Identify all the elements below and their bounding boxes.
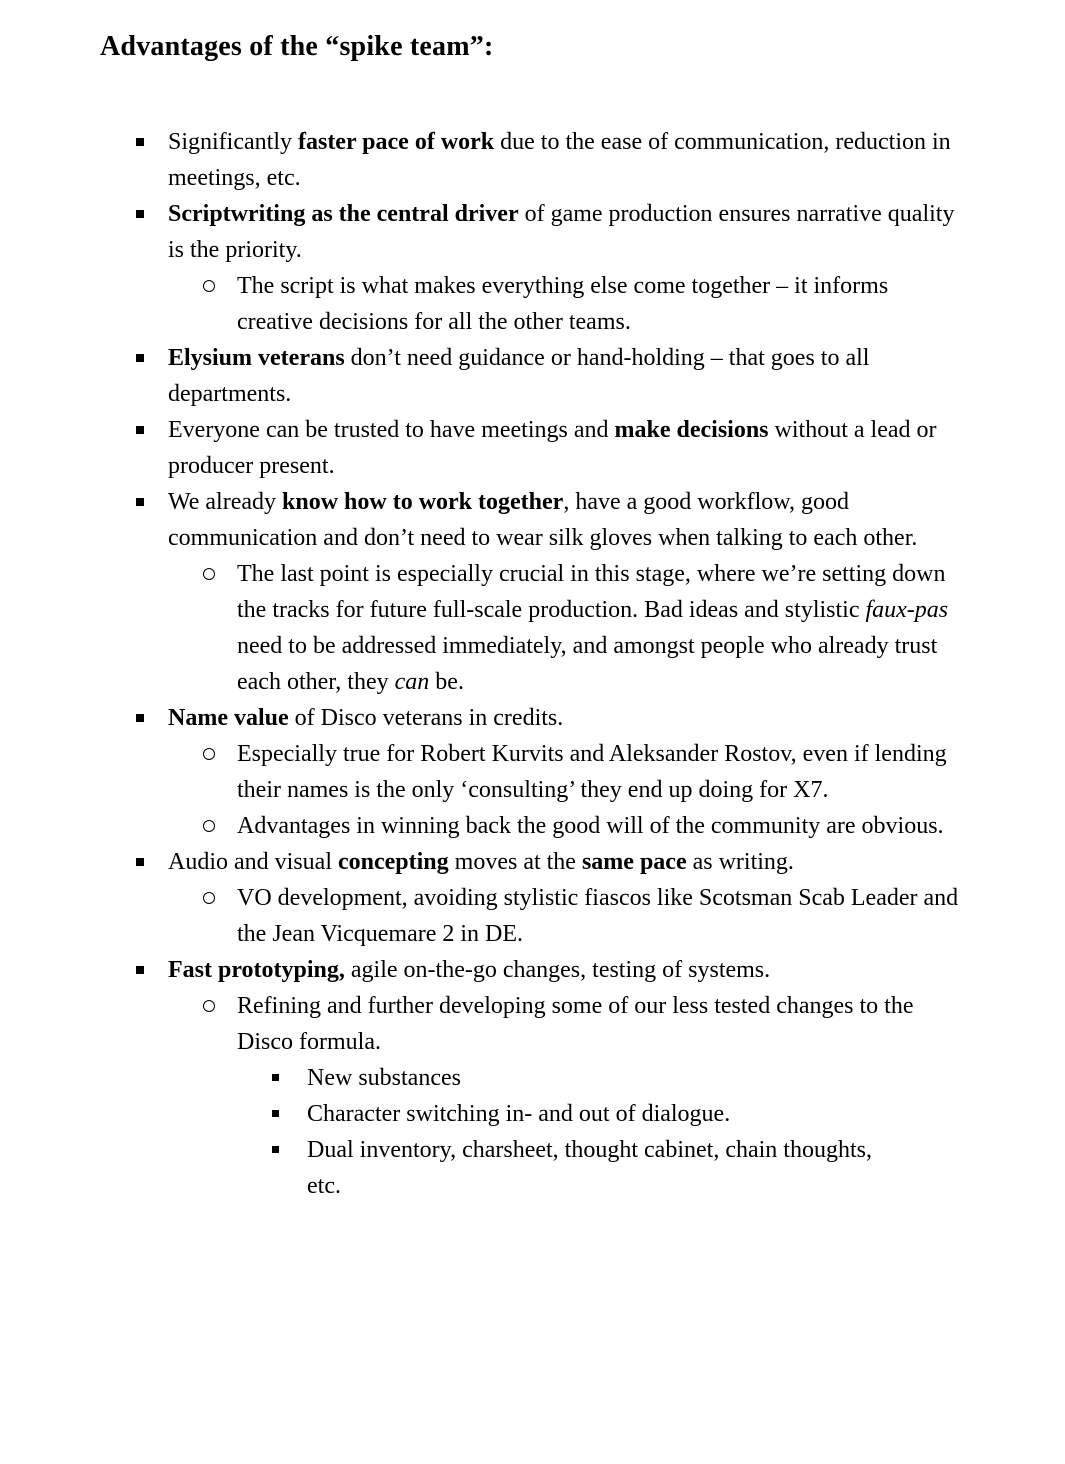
list-item	[100, 196, 970, 268]
list-item-text: Everyone can be trusted to have meetings and make decisions without a lead or producer present.	[168, 417, 937, 479]
circle-bullet-icon	[203, 280, 215, 292]
list-item	[100, 1060, 970, 1096]
square-bullet-icon	[272, 1074, 279, 1081]
square-bullet-icon	[272, 1110, 279, 1117]
square-bullet-icon	[136, 858, 144, 866]
page-title: Advantages of the “spike team”:	[100, 31, 494, 62]
list-item	[100, 1132, 970, 1204]
square-bullet-icon	[136, 426, 144, 434]
square-bullet-icon	[136, 498, 144, 506]
list-item-text: Name value of Disco veterans in credits.	[168, 705, 564, 731]
square-bullet-icon	[136, 714, 144, 722]
list-item-text: Elysium veterans don’t need guidance or hand-holding – that goes to all departments.	[168, 345, 870, 407]
list-item	[100, 808, 970, 844]
list-item-text: We already know how to work together, have a good workflow, good communication and don’t need to wear silk gloves when talking to each other.	[168, 489, 918, 551]
circle-bullet-icon	[203, 820, 215, 832]
list-item	[100, 412, 970, 484]
list-item-text: Scriptwriting as the central driver of game production ensures narrative quality is the priority.	[168, 201, 955, 263]
list-item-text: Refining and further developing some of our less tested changes to the Disco formula.	[237, 993, 914, 1055]
list-item	[100, 952, 970, 988]
list-item	[100, 700, 970, 736]
list-item	[100, 844, 970, 880]
list-item-text: VO development, avoiding stylistic fiascos like Scotsman Scab Leader and the Jean Vicquemare 2 in DE.	[237, 885, 959, 947]
list-item	[100, 340, 970, 412]
circle-bullet-icon	[203, 1000, 215, 1012]
square-bullet-icon	[136, 210, 144, 218]
list-item-text: Fast prototyping, agile on-the-go changes, testing of systems.	[168, 957, 771, 983]
square-bullet-icon	[136, 138, 144, 146]
list-item-text: Advantages in winning back the good will of the community are obvious.	[237, 813, 944, 839]
square-bullet-icon	[272, 1146, 279, 1153]
circle-bullet-icon	[203, 568, 215, 580]
list-item-text: Dual inventory, charsheet, thought cabinet, chain thoughts, etc.	[307, 1137, 872, 1199]
list-item-text: New substances	[307, 1065, 461, 1091]
list-item-text: Especially true for Robert Kurvits and Aleksander Rostov, even if lending their names is the only ‘consulting’ they end up doing for X7.	[237, 741, 947, 803]
square-bullet-icon	[136, 966, 144, 974]
list-item	[100, 880, 970, 952]
list-item-text: Character switching in- and out of dialogue.	[307, 1101, 731, 1127]
list-item-text: The script is what makes everything else come together – it informs creative decisions for all the other teams.	[237, 273, 889, 335]
list-item	[100, 1096, 970, 1132]
list-item	[100, 736, 970, 808]
circle-bullet-icon	[203, 748, 215, 760]
list-item-text: Audio and visual concepting moves at the same pace as writing.	[168, 849, 794, 875]
list-item	[100, 484, 970, 556]
list-item	[100, 988, 970, 1060]
list-item	[100, 268, 970, 340]
list-item	[100, 124, 970, 196]
circle-bullet-icon	[203, 892, 215, 904]
list-item	[100, 556, 970, 700]
list-item-text: The last point is especially crucial in this stage, where we’re setting down the tracks for future full-scale production. Bad ideas and stylistic faux-pas need to be addressed immediately, and amongst people who already trust each other, they can be.	[237, 561, 949, 695]
square-bullet-icon	[136, 354, 144, 362]
bullet-list	[100, 124, 970, 1204]
list-item-text: Significantly faster pace of work due to the ease of communication, reduction in meetings, etc.	[168, 129, 951, 191]
